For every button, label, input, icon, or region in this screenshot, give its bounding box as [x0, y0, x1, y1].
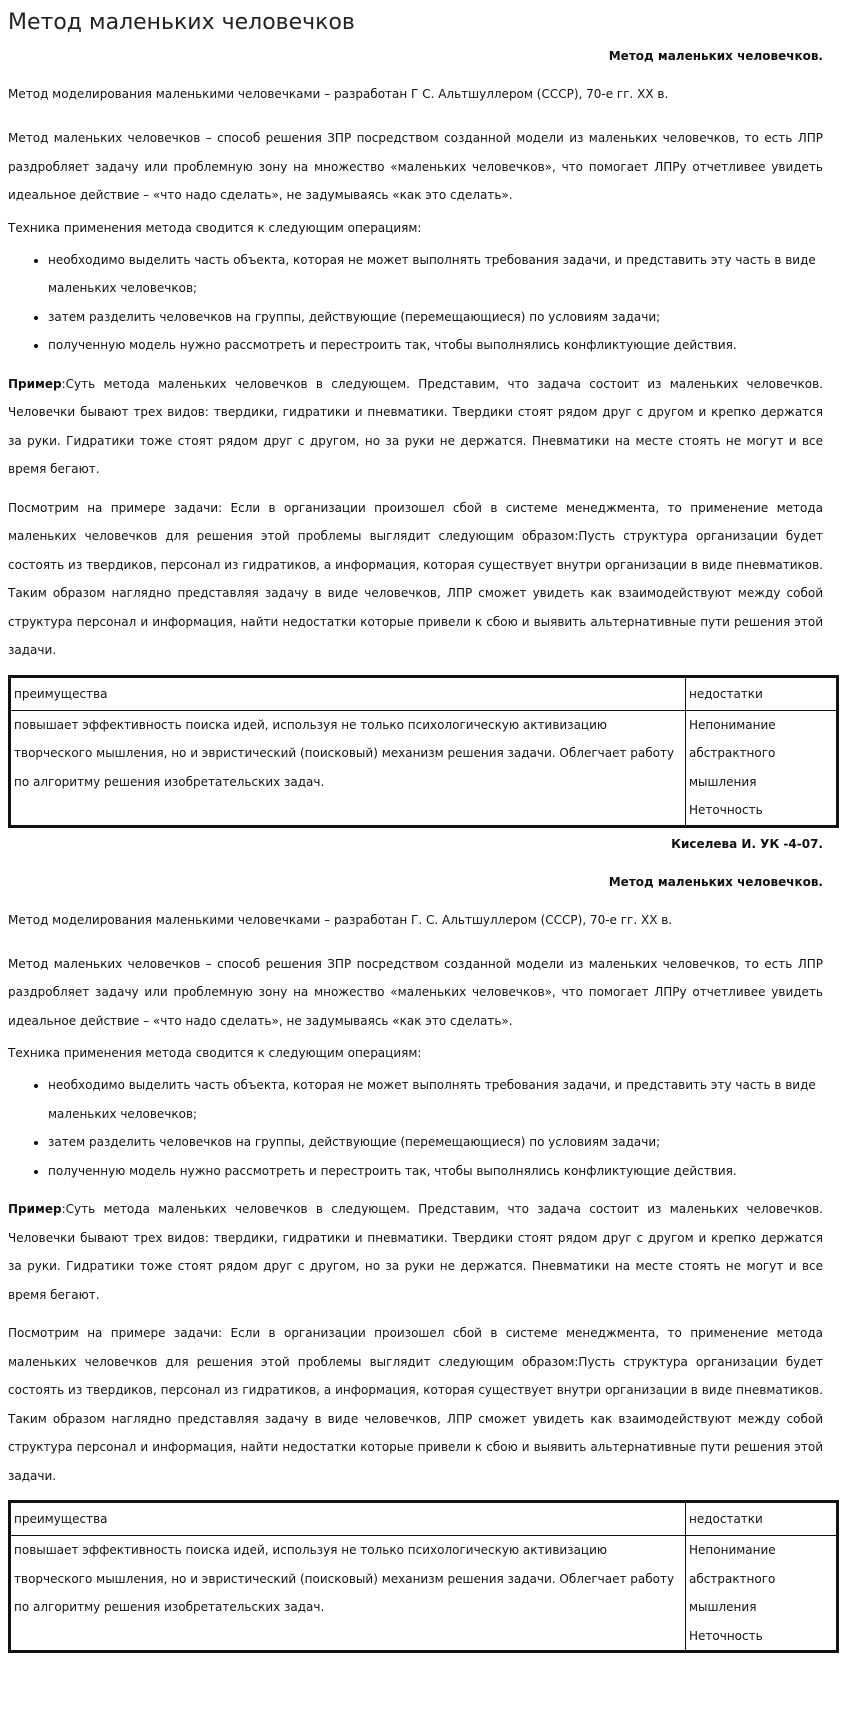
section-2: [8, 874, 823, 1654]
col-advantages-header: преимущества: [10, 676, 686, 710]
section-1: [8, 48, 823, 852]
example-label: Пример: [8, 376, 62, 391]
example-text: :Суть метода маленьких человечков в следующем. Представим, что задача состоит из маленьких человечков. Человечки бывают трех видов: твердики, гидратики и пневматики. Твердики стоят рядом друг с другом и крепко держатся за руки. Гидратики тоже стоят рядом друг с другом, но за руки не держатся. Пневматики на месте стоять не могут и все время бегают.: [8, 376, 823, 476]
definition-paragraph: Метод маленьких человечков – способ решения ЗПР посредством созданной модели из маленьких человечков, то есть ЛПР раздробляет задачу или проблемную зону на множество «маленьких человечков», что помогает ЛПРу отчетливее увидеть идеальное действие – «что надо сделать», не задумываясь «как это сделать».: [8, 131, 823, 202]
intro-paragraph: Метод моделирования маленькими человечками – разработан Г С. Альтшуллером (СССР), 70-е гг. XX в.: [8, 87, 669, 101]
table-row: [10, 710, 838, 826]
example-text: :Суть метода маленьких человечков в следующем. Представим, что задача состоит из маленьких человечков. Человечки бывают трех видов: твердики, гидратики и пневматики. Твердики стоят рядом друг с другом и крепко держатся за руки. Гидратики тоже стоят рядом друг с другом, но за руки не держатся. Пневматики на месте стоять не могут и все время бегают.: [8, 1202, 823, 1302]
disadvantage-item: Непонимание абстрактного мышления: [689, 717, 776, 789]
intro-paragraph: Метод моделирования маленькими человечками – разработан Г. С. Альтшуллером (СССР), 70-е гг. XX в.: [8, 912, 673, 927]
technique-intro: Техника применения метода сводится к следующим операциям:: [8, 1046, 422, 1060]
list-item: • полученную модель нужно рассмотреть и перестроить так, чтобы выполнялись конфликтующие действия.: [48, 331, 823, 360]
list-item: • полученную модель нужно рассмотреть и перестроить так, чтобы выполнялись конфликтующие действия.: [48, 1157, 823, 1186]
example-paragraph: [8, 370, 823, 484]
table-row: [10, 1536, 838, 1652]
table-header-row: [10, 676, 838, 710]
pros-cons-table: [8, 1500, 839, 1653]
task-example-paragraph: Посмотрим на примере задачи: Если в организации произошел сбой в системе менеджмента, то применение метода маленьких человечков для решения этой проблемы выглядит следующим образом:Пусть структура организации будет состоять из твердиков, персонал из гидратиков, а информация, которая существует внутри организации в виде пневматиков. Таким образом наглядно представляя задачу в виде человечков, ЛПР сможет увидеть как взаимодействуют между собой структура персонал и информация, найти недостатки которые привели к сбою и выявить альтернативные пути решения этой задачи.: [8, 1326, 823, 1483]
advantages-cell: повышает эффективность поиска идей, используя не только психологическую активизацию творческого мышления, но и эвристический (поисковый) механизм решения задачи. Облегчает работу по алгоритму решения изобретательских задач.: [10, 1536, 686, 1652]
pros-cons-table: [8, 675, 839, 828]
example-label: Пример: [8, 1202, 62, 1216]
disadvantages-cell: [686, 1536, 838, 1652]
definition-paragraph: Метод маленьких человечков – способ решения ЗПР посредством созданной модели из маленьких человечков, то есть ЛПР раздробляет задачу или проблемную зону на множество «маленьких человечков», что помогает ЛПРу отчетливее увидеть идеальное действие – «что надо сделать», не задумываясь «как это сделать».: [8, 956, 823, 1028]
col-advantages-header: преимущества: [10, 1502, 686, 1536]
technique-intro: Техника применения метода сводится к следующим операциям:: [8, 220, 422, 235]
section-heading: Метод маленьких человечков.: [608, 874, 823, 889]
disadvantages-cell: [686, 710, 838, 826]
list-item: • необходимо выделить часть объекта, которая не может выполнять требования задачи, и представить эту часть в виде маленьких человечков;: [48, 246, 823, 303]
col-disadvantages-header: недостатки: [686, 1502, 838, 1536]
disadvantage-item: Неточность: [689, 1628, 763, 1643]
steps-list: [8, 246, 823, 360]
disadvantage-item: Неточность: [689, 803, 763, 817]
author-signature: Киселева И. УК -4-07.: [671, 836, 823, 851]
example-paragraph: [8, 1195, 823, 1309]
advantages-cell: повышает эффективность поиска идей, используя не только психологическую активизацию творческого мышления, но и эвристический (поисковый) механизм решения задачи. Облегчает работу по алгоритму решения изобретательских задач.: [10, 710, 686, 826]
steps-list: [8, 1071, 823, 1185]
list-item: • затем разделить человечков на группы, действующие (перемещающиеся) по условиям задачи;: [48, 1128, 823, 1157]
col-disadvantages-header: недостатки: [686, 676, 838, 710]
disadvantage-item: Непонимание абстрактного мышления: [689, 1543, 776, 1614]
task-example-paragraph: Посмотрим на примере задачи: Если в организации произошел сбой в системе менеджмента, то применение метода маленьких человечков для решения этой проблемы выглядит следующим образом:Пусть структура организации будет состоять из твердиков, персонал из гидратиков, а информация, которая существует внутри организации в виде пневматиков. Таким образом наглядно представляя задачу в виде человечков, ЛПР сможет увидеть как взаимодействуют между собой структура персонал и информация, найти недостатки которые привели к сбою и выявить альтернативные пути решения этой задачи.: [8, 500, 823, 657]
section-heading: Метод маленьких человечков.: [608, 49, 823, 63]
page-title: Метод маленьких человечков: [8, 10, 355, 35]
list-item: • необходимо выделить часть объекта, которая не может выполнять требования задачи, и представить эту часть в виде маленьких человечков;: [48, 1071, 823, 1128]
list-item: • затем разделить человечков на группы, действующие (перемещающиеся) по условиям задачи;: [48, 303, 823, 332]
table-header-row: [10, 1502, 838, 1536]
